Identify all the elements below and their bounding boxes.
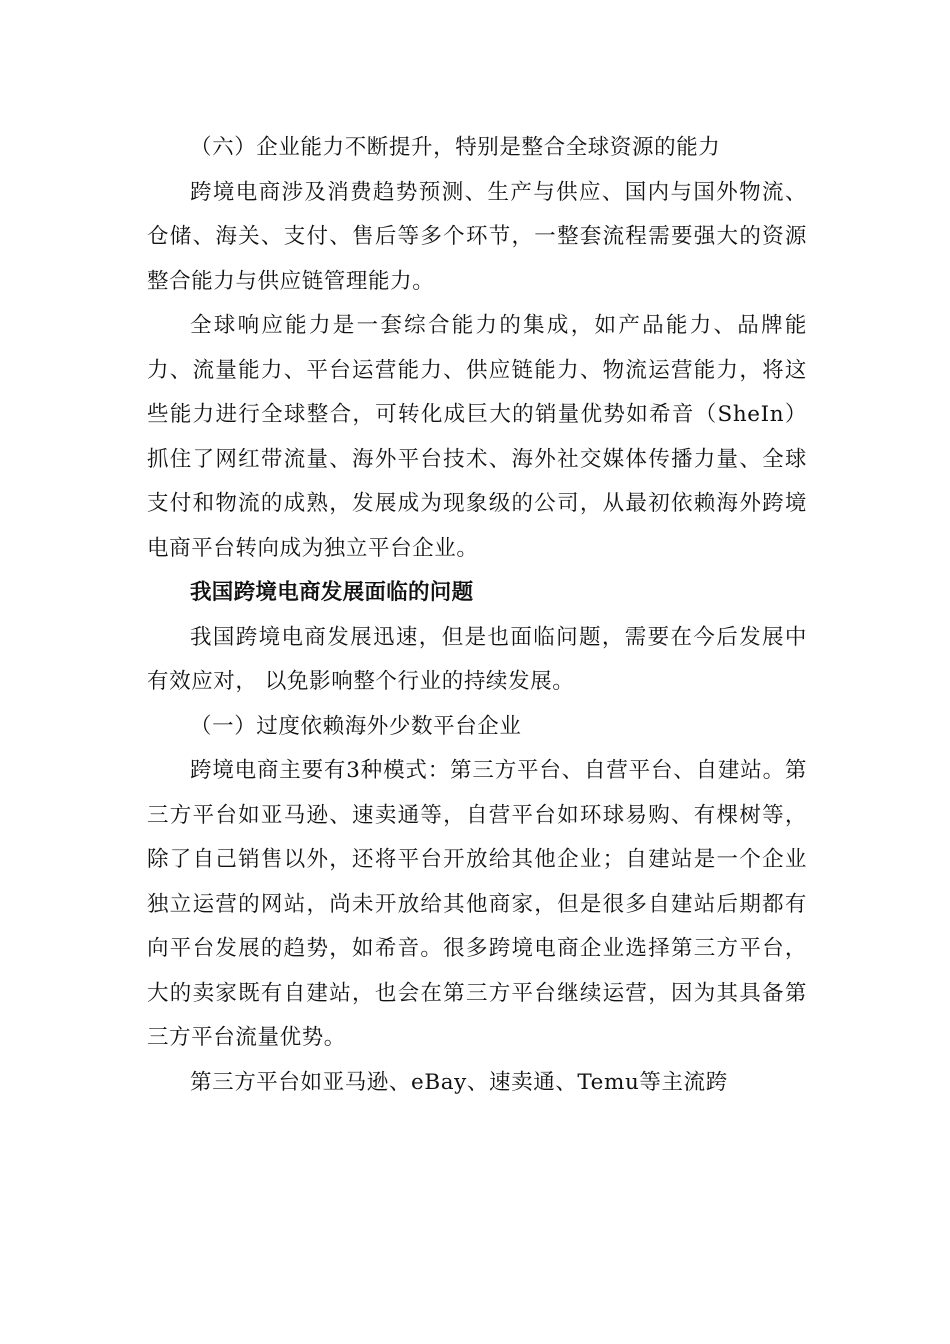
paragraph-problems-intro: 我国跨境电商发展迅速，但是也面临问题，需要在今后发展中有效应对， 以免影响整个行业的持续发展。 (147, 624, 807, 694)
paragraph-three-modes: 跨境电商主要有3种模式：第三方平台、自营平台、自建站。第三方平台如亚马逊、速卖通等，自营平台如环球易购、有棵树等，除了自己销售以外，还将平台开放给其他企业；自建站是一个企业独立运营的网站，尚未开放给其他商家，但是很多自建站后期都有向平台发展的趋势，如希音。很多跨境电商企业选择第三方平台，大的卖家既有自建站，也会在第三方平台继续运营，因为其具备第三方平台流量优势。 (147, 758, 807, 1050)
subheading-platform-dependence: （一）过度依赖海外少数平台企业 (190, 713, 522, 739)
document-page (147, 126, 807, 1105)
paragraph-global-response: 全球响应能力是一套综合能力的集成，如产品能力、品牌能力、流量能力、平台运营能力、供应链能力、物流运营能力，将这些能力进行全球整合，可转化成巨大的销量优势如希音（SheIn）抓住了网红带流量、海外平台技术、海外社交媒体传播力量、全球支付和物流的成熟，发展成为现象级的公司，从最初依赖海外跨境电商平台转向成为独立平台企业。 (147, 313, 807, 561)
paragraph-cross-border-links: 跨境电商涉及消费趋势预测、生产与供应、国内与国外物流、仓储、海关、支付、售后等多个环节，一整套流程需要强大的资源整合能力与供应链管理能力。 (147, 179, 807, 294)
paragraph-third-party-platforms: 第三方平台如亚马逊、eBay、速卖通、Temu等主流跨 (190, 1069, 728, 1095)
section-heading-problems: 我国跨境电商发展面临的问题 (190, 580, 474, 605)
subheading-enterprise-capability: （六）企业能力不断提升，特别是整合全球资源的能力 (190, 135, 721, 160)
